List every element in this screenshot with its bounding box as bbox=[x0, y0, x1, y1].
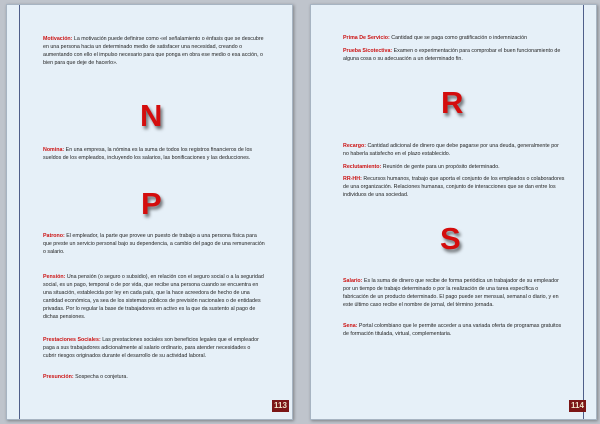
entry-text: Cantidad que se paga como gratificación o indemnización bbox=[389, 35, 528, 41]
page-margin-line bbox=[583, 5, 584, 419]
entry-rr-hh bbox=[343, 175, 565, 199]
entry-term: Sena: bbox=[343, 323, 358, 329]
entry-motivacion bbox=[43, 35, 265, 67]
entry-prueba-sicotectiva bbox=[343, 47, 565, 63]
left-page bbox=[6, 4, 293, 420]
section-letter-n: N bbox=[140, 98, 163, 133]
entry-text: Examen o experimentación para comprobar el buen funcionamiento de alguna cosa o su adecuación a un determinado fin. bbox=[343, 48, 561, 62]
section-letter-s: S bbox=[440, 221, 461, 256]
entry-prima-de-servicio bbox=[343, 34, 565, 42]
entry-text: Una pensión (o seguro o subsidio), en relación con el seguro social o a la seguridad social, es un pago, temporal o de por vida, que recibe una persona cuando se encuentra en una situación, establecida por ley en cada país, que la hace acreedora de hecho de una cantidad económica, ya sea de los sistemas públicos de previsión nacionales o de entidades privadas. Por lo regular la base de trabajadores en activo es la que da sustento al pago de dichas pensiones. bbox=[43, 274, 264, 320]
entry-term: Prestaciones Sociales: bbox=[43, 337, 101, 343]
entry-text: Las prestaciones sociales son beneficios legales que el empleador paga a sus trabajadores adicionalmente al salario ordinario, para atender necesidades o cubrir riesgos originados durante el desarrollo de su actividad laboral. bbox=[43, 337, 259, 359]
page-margin-line bbox=[19, 5, 20, 419]
page-number-badge: 114 bbox=[569, 400, 586, 412]
entry-text: En una empresa, la nómina es la suma de todos los registros financieros de los sueldos de los empleados, incluyendo los salarios, las bonificaciones y las deducciones. bbox=[43, 147, 253, 161]
entry-text: Portal colombiano que le permite acceder a una variada oferta de programas gratuitos de formación titulada, virtual, complementaria. bbox=[343, 323, 562, 337]
entry-term: Salario: bbox=[343, 278, 363, 284]
section-letter-r: R bbox=[441, 85, 464, 120]
entry-nomina bbox=[43, 146, 265, 162]
entry-term: Recargo: bbox=[343, 143, 366, 149]
entry-text: El empleador, la parte que provee un puesto de trabajo a una persona física para que preste un servicio personal bajo su dependencia, a cambio del pago de una remuneración o salario. bbox=[43, 233, 265, 255]
entry-text: Es la suma de dinero que recibe de forma periódica un trabajador de su empleador por un tiempo de trabajo determinado o por la realización de una tarea específica o fabricación de un producto determinado. El pago puede ser mensual, semanal o diario, y en este último caso recibe el nombre de jornal, del término jornada. bbox=[343, 278, 559, 308]
entry-text: Recursos humanos, trabajo que aporta el conjunto de los empleados o colaboradores de una organización. Relaciones humanas, conjunto de interacciones que se dan entre los individuos de una sociedad. bbox=[343, 176, 565, 198]
page-number-badge: 113 bbox=[272, 400, 289, 412]
entry-term: Pensión: bbox=[43, 274, 66, 280]
entry-text: Sospecha o conjetura. bbox=[73, 374, 128, 380]
entry-prestaciones-sociales bbox=[43, 336, 265, 360]
entry-term: Presunción: bbox=[43, 374, 74, 380]
entry-text: La motivación puede definirse como «el señalamiento o énfasis que se descubre en una persona hacia un determinado medio de satisfacer una necesidad, creando o aumentando con ello el impulso necesario para que ponga en obra ese medio o esa acción, o bien para que deje de hacerlo». bbox=[43, 36, 264, 66]
entry-text: Cantidad adicional de dinero que debe pagarse por una deuda, generalmente por no haberla satisfecho en el plazo establecido. bbox=[343, 143, 559, 157]
entry-sena bbox=[343, 322, 565, 338]
right-page bbox=[310, 4, 597, 420]
entry-patrono bbox=[43, 232, 265, 256]
entry-text: Reunión de gente para un propósito determinado. bbox=[381, 164, 500, 170]
entry-recargo bbox=[343, 142, 565, 158]
entry-term: Nomina: bbox=[43, 147, 65, 153]
entry-presuncion bbox=[43, 373, 265, 381]
entry-pension bbox=[43, 273, 265, 321]
entry-term: RR-HH: bbox=[343, 176, 362, 182]
entry-term: Prueba Sicotectiva: bbox=[343, 48, 393, 54]
entry-salario bbox=[343, 277, 565, 309]
entry-term: Motivación: bbox=[43, 36, 73, 42]
entry-reclutamiento bbox=[343, 163, 565, 171]
section-letter-p: P bbox=[141, 186, 162, 221]
entry-term: Prima De Servicio: bbox=[343, 35, 390, 41]
entry-term: Reclutamiento: bbox=[343, 164, 382, 170]
entry-term: Patrono: bbox=[43, 233, 65, 239]
